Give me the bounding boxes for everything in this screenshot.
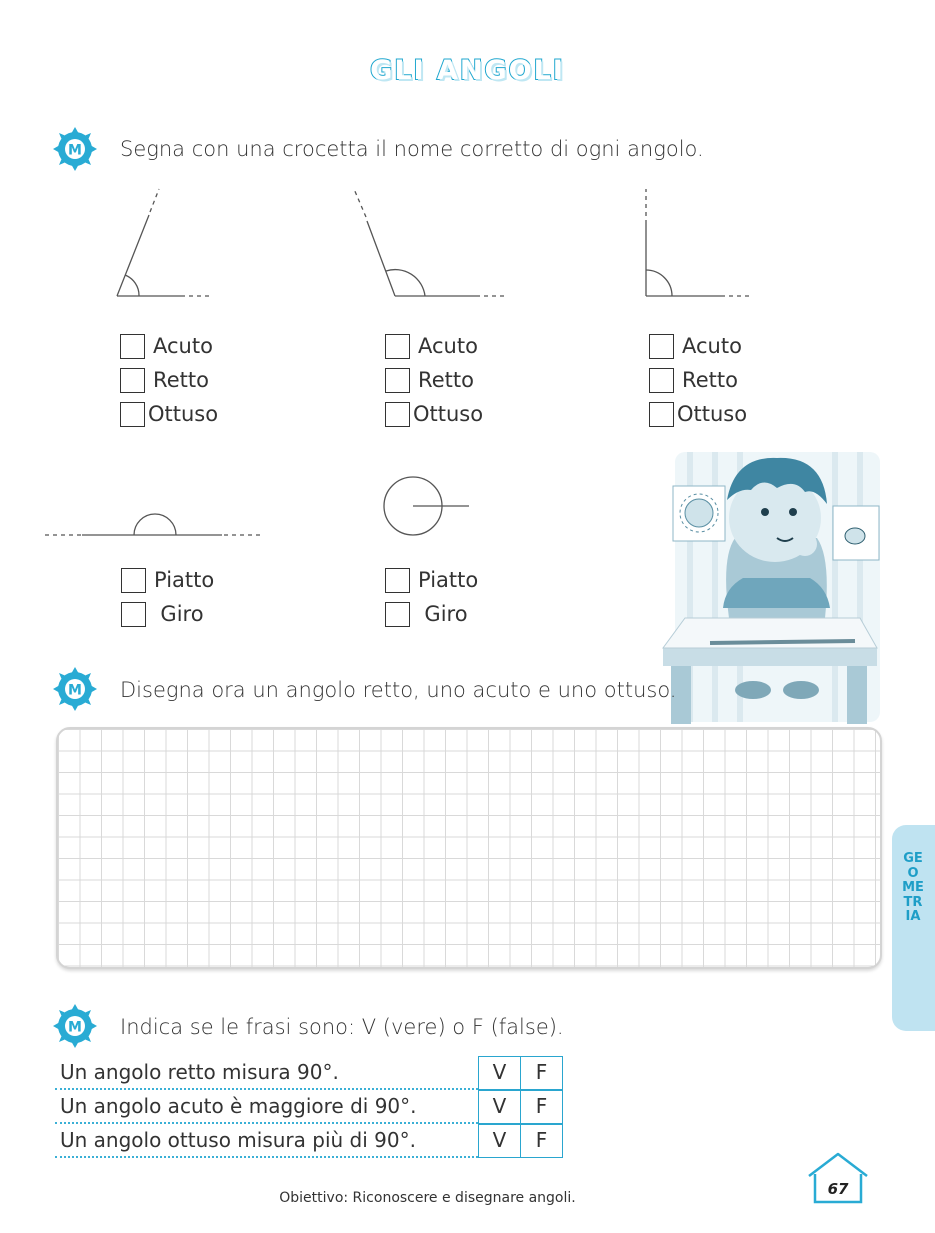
option-ottuso-3[interactable]: Ottuso [649,401,747,427]
false-option[interactable]: F [520,1124,563,1158]
statement-text: Un angolo retto misura 90°. [60,1060,339,1084]
page-number: 67 [827,1180,849,1198]
checkbox[interactable] [120,368,145,393]
table-row [55,1056,565,1090]
option-acuto-1[interactable]: Acuto [120,333,213,359]
exercise-3-instruction: Indica se le frasi sono: V (vere) o F (false). [120,1015,564,1039]
m-badge-icon [52,666,98,712]
option-acuto-2[interactable]: Acuto [385,333,478,359]
checkbox[interactable] [385,568,410,593]
exercise-1-instruction: Segna con una crocetta il nome corretto di ogni angolo. [120,137,704,161]
checkbox[interactable] [121,602,146,627]
checkbox[interactable] [385,402,410,427]
checkbox[interactable] [385,334,410,359]
option-piatto-2[interactable]: Piatto [385,567,478,593]
option-ottuso-2[interactable]: Ottuso [385,401,483,427]
checkbox[interactable] [385,602,410,627]
false-option[interactable]: F [520,1056,563,1090]
option-retto-1[interactable]: Retto [120,367,215,393]
true-option[interactable]: V [478,1090,521,1124]
table-row [55,1090,565,1124]
option-acuto-3[interactable]: Acuto [649,333,742,359]
checkbox[interactable] [649,334,674,359]
svg-text:M: M [68,1019,82,1036]
svg-text:M: M [68,142,82,159]
option-retto-2[interactable]: Retto [385,367,480,393]
statement-text: Un angolo acuto è maggiore di 90°. [60,1094,417,1118]
checkbox[interactable] [120,402,145,427]
false-option[interactable]: F [520,1090,563,1124]
true-option[interactable]: V [478,1056,521,1090]
option-giro-2[interactable]: Giro [385,601,480,627]
checkbox[interactable] [649,368,674,393]
dotted-divider [55,1156,478,1158]
obtuse-angle-figure [345,185,510,305]
m-badge-icon [52,1003,98,1049]
acute-angle-figure [105,185,215,305]
m-badge-icon [52,126,98,172]
straight-angle-figure [40,505,265,545]
option-piatto-1[interactable]: Piatto [121,567,214,593]
checkbox[interactable] [121,568,146,593]
option-ottuso-1[interactable]: Ottuso [120,401,218,427]
checkbox[interactable] [649,402,674,427]
statement-text: Un angolo ottuso misura più di 90°. [60,1128,416,1152]
true-false-table [55,1056,565,1158]
right-angle-figure [635,185,755,305]
learning-objective: Obiettivo: Riconoscere e disegnare angoli. [279,1190,576,1206]
page-title: GLI ANGOLI [370,55,565,86]
checkbox[interactable] [120,334,145,359]
child-at-desk-illustration [655,448,885,728]
svg-text:M: M [68,682,82,699]
true-option[interactable]: V [478,1124,521,1158]
option-giro-1[interactable]: Giro [121,601,216,627]
full-angle-figure [378,474,473,538]
exercise-2-instruction: Disegna ora un angolo retto, uno acuto e uno ottuso. [120,678,677,702]
checkbox[interactable] [385,368,410,393]
drawing-grid-area[interactable] [56,727,882,969]
section-tab-label: GEOMETRIA [902,851,924,925]
option-retto-3[interactable]: Retto [649,367,744,393]
table-row [55,1124,565,1158]
